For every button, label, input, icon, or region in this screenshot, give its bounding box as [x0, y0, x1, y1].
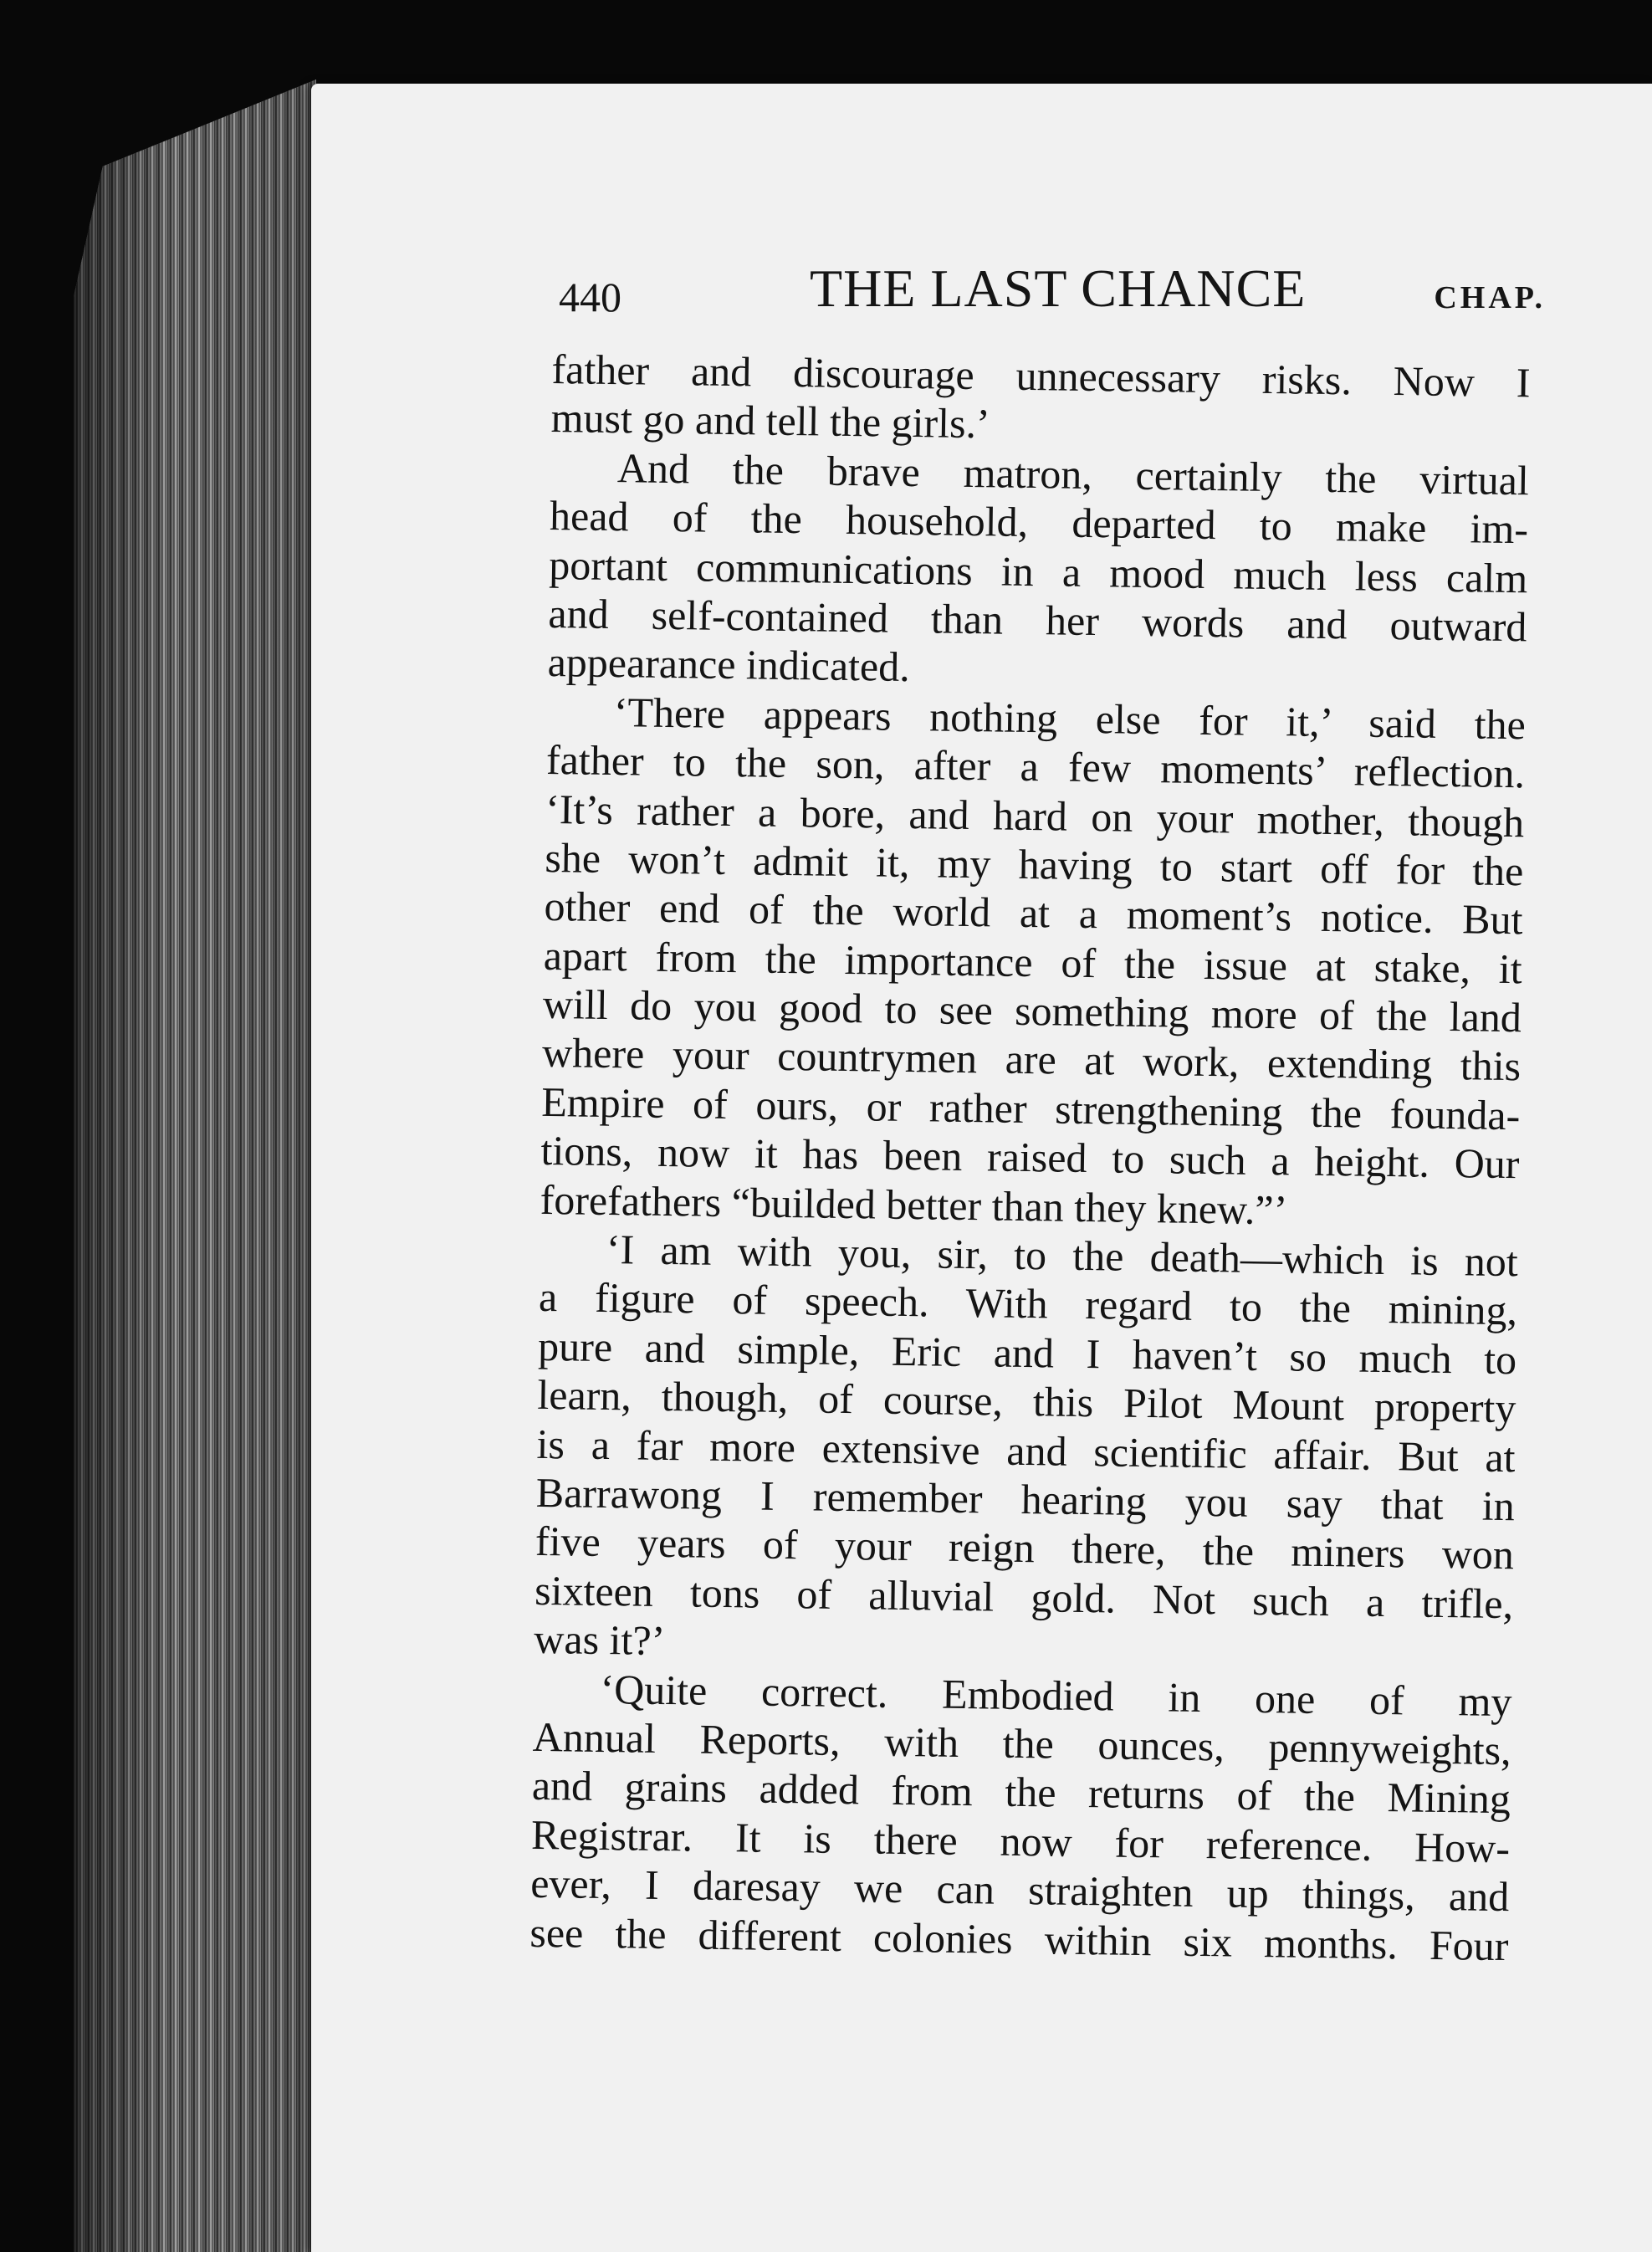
text-line: tions, now it has been raised to such a height. Our: [540, 1127, 1520, 1188]
text-line: Empire of ours, or rather strengthening the founda-: [540, 1077, 1521, 1139]
body-text: [529, 345, 1531, 1970]
chapter-label: CHAP.: [1434, 280, 1546, 315]
text-line: will do you good to see something more of the land: [542, 980, 1522, 1042]
text-line: must go and tell the girls.’: [550, 394, 991, 448]
text-line: pure and simple, Eric and I haven’t so much to: [537, 1322, 1517, 1384]
text-line: a figure of speech. With regard to the mining,: [538, 1273, 1518, 1334]
text-line: learn, though, of course, this Pilot Mount property: [537, 1371, 1516, 1432]
text-line: sixteen tons of alluvial gold. Not such a trifle,: [534, 1566, 1514, 1627]
text-line: other end of the world at a moment’s notice. But: [544, 883, 1523, 944]
text-line: And the brave matron, certainly the virtual: [616, 443, 1530, 504]
text-line: Registrar. It is there now for reference. How-: [530, 1810, 1511, 1871]
page-header: [559, 258, 1546, 325]
text-line: ‘There appears nothing else for it,’ said the: [613, 688, 1527, 749]
text-line: where your countrymen are at work, extending this: [541, 1029, 1522, 1090]
text-line: is a far more extensive and scientific affair. But at: [536, 1420, 1516, 1481]
text-line: ever, I daresay we can straighten up things, and: [529, 1859, 1510, 1921]
text-line: Annual Reports, with the ounces, pennyweights,: [532, 1712, 1512, 1774]
text-line: head of the household, departed to make im-: [549, 492, 1529, 553]
text-line: Barrawong I remember hearing you say that in: [535, 1468, 1516, 1530]
text-line: and self-contained than her words and outward: [548, 589, 1527, 651]
text-line: apart from the importance of the issue at stake, it: [543, 931, 1523, 992]
text-line: appearance indicated.: [547, 638, 911, 691]
text-line: and grains added from the returns of the Mining: [531, 1762, 1511, 1823]
page-number: 440: [559, 274, 621, 320]
text-line: ‘It’s rather a bore, and hard on your mother, though: [545, 785, 1525, 846]
text-line: portant communications in a mood much less calm: [548, 540, 1528, 601]
text-line: father to the son, after a few moments’ reflection.: [545, 736, 1526, 797]
running-title: THE LAST CHANCE: [810, 258, 1307, 318]
text-line: father and discourage unnecessary risks. Now I: [551, 345, 1531, 407]
text-line: see the different colonies within six months. Four: [529, 1908, 1509, 1969]
text-line: five years of your reign there, the miners won: [534, 1518, 1515, 1579]
text-line: ‘Quite correct. Embodied in one of my: [600, 1665, 1512, 1725]
text-line: was it?’: [534, 1615, 666, 1665]
text-line: she won’t admit it, my having to start off for the: [545, 833, 1524, 895]
book-page-edges: [74, 79, 316, 2252]
text-line: ‘I am with you, sir, to the death—which is not: [606, 1226, 1519, 1286]
text-line: forefathers “builded better than they knew.”’: [540, 1175, 1288, 1234]
